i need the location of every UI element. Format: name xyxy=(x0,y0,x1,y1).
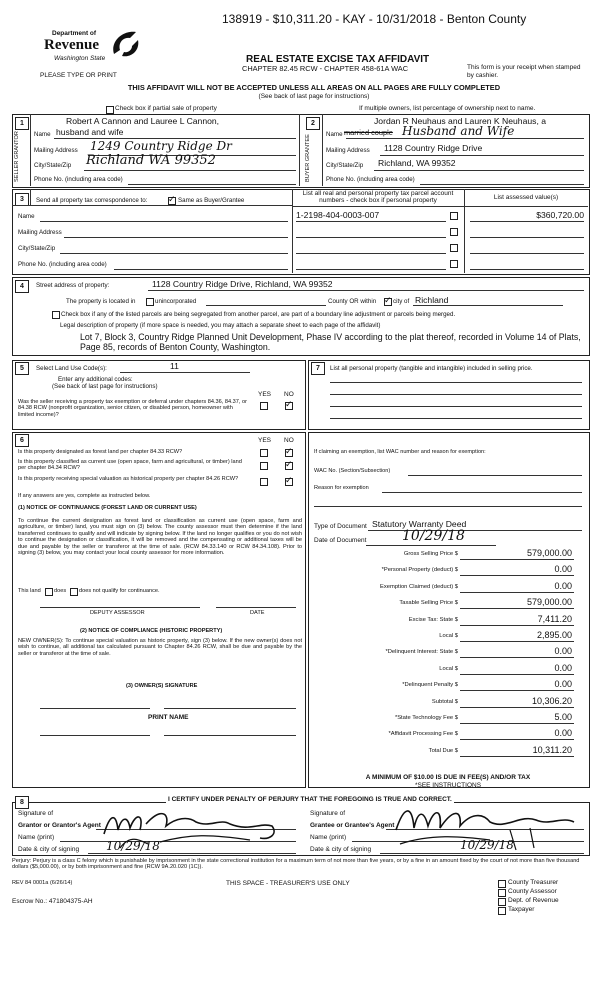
tax-row-value[interactable]: 0.00 xyxy=(554,728,572,739)
buyer-name-handwritten: Husband and Wife xyxy=(402,124,515,138)
tax-row-value[interactable]: 2,895.00 xyxy=(536,630,572,640)
seller-name-label: Name xyxy=(34,131,51,138)
tax-row-label: *Delinquent Interest: State $ xyxy=(385,649,458,656)
form-subtitle: CHAPTER 82.45 RCW - CHAPTER 458-61A WAC xyxy=(242,64,409,73)
multiple-owners-note: If multiple owners, list percentage of ownership next to name. xyxy=(359,105,536,112)
completion-warning: THIS AFFIDAVIT WILL NOT BE ACCEPTED UNLESS ALL AREAS ON ALL PAGES ARE FULLY COMPLETED xyxy=(127,83,501,92)
grantor-sig-of: Signature of xyxy=(18,810,54,817)
s6-q3-yes[interactable] xyxy=(260,478,268,486)
does-label: does xyxy=(54,588,67,594)
distribution-checkbox[interactable] xyxy=(498,907,506,915)
s6-q2-yes[interactable] xyxy=(260,462,268,470)
recording-stamp: 138919 - $10,311.20 - KAY - 10/31/2018 - Benton County xyxy=(222,12,527,26)
s5-exemption-question: Was the seller receiving a property tax exemption or deferral under chapters 84.36, 84.37, or 84.38 RCW (nonprofit organization, senior citizen, or disabled person, homeowner with limited income)? xyxy=(18,399,247,418)
buyer-phone-label: Phone No. (including area code) xyxy=(326,176,415,183)
assessed-header: List assessed value(s) xyxy=(493,194,559,201)
treasurer-use-label: THIS SPACE - TREASURER'S USE ONLY xyxy=(226,880,350,887)
s3-phone-label: Phone No. (including area code) xyxy=(18,261,107,268)
street-address-label: Street address of property: xyxy=(36,282,110,289)
personal-property-label: List all personal property (tangible and intangible) included in selling price. xyxy=(330,365,533,372)
tax-row-label: *Personal Property (deduct) $ xyxy=(381,567,458,574)
tax-row-value[interactable]: 7,411.20 xyxy=(537,613,572,624)
grantee-sig-of: Signature of xyxy=(310,810,346,817)
distribution-label: County Treasurer xyxy=(508,879,559,886)
doc-date-label: Date of Document xyxy=(314,537,367,544)
tax-row-label: *Delinquent Penalty $ xyxy=(402,682,458,689)
dor-logo xyxy=(40,26,150,70)
deputy-assessor-label: DEPUTY ASSESSOR xyxy=(90,610,145,616)
buyer-name-line1: Jordan R Neuhaus and Lauren K Neuhaus, a xyxy=(374,116,546,126)
minimum-due-note: A MINIMUM OF $10.00 IS DUE IN FEE(S) AND/OR TAX xyxy=(365,774,531,781)
s5-yes-checkbox[interactable] xyxy=(260,402,268,410)
doc-type-value: Statutory Warranty Deed xyxy=(372,519,467,529)
county-or-within-label: County OR within xyxy=(328,298,377,305)
section-2-number: 2 xyxy=(306,117,320,130)
instructions-note: (See back of last page for instructions) xyxy=(258,93,370,100)
grantee-date-label: Date & city of signing xyxy=(310,846,372,853)
tax-row-label: Local $ xyxy=(439,665,458,672)
grantor-date-value: 10/29/18 xyxy=(106,839,160,853)
same-as-buyer-label: Same as Buyer/Grantee xyxy=(178,197,245,204)
parcel-1-personal-checkbox[interactable] xyxy=(450,212,458,220)
unincorporated-label: unincorporated xyxy=(155,298,197,305)
parcel-number[interactable]: 1-2198-404-0003-007 xyxy=(296,210,380,220)
tax-row-label: *Affidavit Processing Fee $ xyxy=(388,731,458,738)
unincorporated-checkbox[interactable] xyxy=(146,298,154,306)
land-qualify-pre: This land xyxy=(18,588,41,594)
street-address-value: 1128 Country Ridge Drive, Richland, WA 99352 xyxy=(152,279,333,289)
tax-row-value[interactable]: 0.00 xyxy=(554,679,572,690)
grantor-name-label: Name (print) xyxy=(18,834,55,841)
grantee-name-label: Name (print) xyxy=(310,834,347,841)
tax-row-label: Exemption Claimed (deduct) $ xyxy=(380,583,458,590)
distribution-checkbox[interactable] xyxy=(498,898,506,906)
partial-sale-checkbox[interactable] xyxy=(106,106,114,114)
send-correspondence-label: Send all property tax correspondence to: xyxy=(36,197,148,204)
distribution-label: County Assessor xyxy=(508,888,557,895)
tax-row-value[interactable]: 10,306.20 xyxy=(531,695,572,706)
grantor-agent-label: Grantor or Grantor's Agent xyxy=(18,822,101,829)
tax-row-value[interactable]: 10,311.20 xyxy=(532,744,572,755)
owner-signature-label: (3) OWNER(S) SIGNATURE xyxy=(126,683,198,689)
distribution-checkbox[interactable] xyxy=(498,880,506,888)
boundary-checkbox[interactable] xyxy=(52,311,60,319)
city-value: Richland xyxy=(415,295,449,305)
buyer-side-label: BUYER GRANTEE xyxy=(305,134,311,182)
section-5-number: 5 xyxy=(15,362,29,375)
seller-mailing-value: 1249 Country Ridge Dr xyxy=(90,139,232,153)
legal-description-value: Lot 7, Block 3, Country Ridge Planned Unit Development, Phase IV according to the plat thereof, recorded in Volume 14 of Plats, Page 85, records of Benton County, Washington. xyxy=(80,332,581,353)
s6-q1-yes[interactable] xyxy=(260,449,268,457)
section-8-number: 8 xyxy=(15,796,29,809)
city-of-checkbox[interactable]: ✓ xyxy=(384,295,392,305)
buyer-city-value: Richland, WA 99352 xyxy=(378,158,456,168)
s5-no-checkbox[interactable]: ✓ xyxy=(285,399,293,409)
grantor-date-label: Date & city of signing xyxy=(18,846,80,853)
tax-row-label: Subtotal $ xyxy=(431,698,458,705)
s6-no-header: NO xyxy=(284,437,294,444)
certify-statement: I CERTIFY UNDER PENALTY OF PERJURY THAT THE FOREGOING IS TRUE AND CORRECT. xyxy=(168,796,452,803)
seller-name-line1: Robert A Cannon and Lauree L Cannon, xyxy=(66,116,220,126)
does-checkbox[interactable] xyxy=(45,588,53,596)
s6-q1: Is this property designated as forest land per chapter 84.33 RCW? xyxy=(18,449,183,455)
escrow-number: Escrow No.: 471804375-AH xyxy=(12,898,93,905)
section-7-number: 7 xyxy=(311,362,325,375)
seller-city-label: City/State/Zip xyxy=(34,162,72,169)
same-as-buyer-checkbox[interactable]: ✓ xyxy=(168,194,176,204)
section-4-number: 4 xyxy=(15,280,29,293)
s5-no-header: NO xyxy=(284,391,294,398)
grantee-agent-label: Grantee or Grantee's Agent xyxy=(310,822,395,829)
buyer-city-label: City/State/Zip xyxy=(326,162,364,169)
s3-mailing-label: Mailing Address xyxy=(18,229,62,236)
seller-phone-label: Phone No. (including area code) xyxy=(34,176,123,183)
doc-date-value: 10/29/18 xyxy=(402,528,465,544)
city-of-label: city of xyxy=(393,298,410,305)
s6-q2-no[interactable]: ✓ xyxy=(285,459,293,469)
tax-row-label: Gross Selling Price $ xyxy=(403,551,458,557)
perjury-note: Perjury: Perjury is a class C felony which is punishable by imprisonment in the state correctional institution for a maximum term of not more than five years, or by a fine in an amount fixed by the court of not more than five thousand dollars ($5,000.00), or by both imprisonment and fine (RCW 9A.20.020 (1C)). xyxy=(12,858,580,871)
tax-row-value[interactable]: 0.00 xyxy=(554,646,572,657)
print-name-label: PRINT NAME xyxy=(148,714,189,721)
seller-mailing-label: Mailing Address xyxy=(34,147,78,154)
s5-yes-header: YES xyxy=(258,391,272,398)
tax-row-label: *State Technology Fee $ xyxy=(394,715,458,721)
located-in-label: The property is located in xyxy=(66,298,136,305)
parcel-3-personal-checkbox[interactable] xyxy=(450,244,458,252)
form-revision: REV 84 0001a (6/26/14) xyxy=(12,880,73,886)
additional-codes-label: Enter any additional codes: xyxy=(58,376,133,383)
notice-continuance-body: To continue the current designation as forest land or classification as current use (open space, farm and agriculture, or timber) land, you must sign on (3) below. The county assessor must then determine if the land transferred continues to qualify and will indicate by signing below. If the land no longer qualifies or you do not wish to continue the designation or classification, it will be removed and the compensating or additional taxes will be due and payable by the seller or transferor at the time of sale. (RCW 84.33.140 or RCW 84.34.108). Prior to signing (3) below, you may contact your local county assessor for more information. xyxy=(18,518,302,557)
buyer-name-label: Name xyxy=(326,131,343,138)
logo-dept-text: Department of xyxy=(52,30,97,37)
exemption-claim-label: If claiming an exemption, list WAC number and reason for exemption: xyxy=(314,449,486,455)
tax-row-value[interactable]: 579,000.00 xyxy=(526,597,572,608)
tax-row-value[interactable]: 0.00 xyxy=(554,662,572,673)
s3-city-label: City/State/Zip xyxy=(18,245,56,252)
buyer-mailing-value: 1128 Country Ridge Drive xyxy=(384,143,483,153)
section-1-number: 1 xyxy=(15,117,29,130)
assessed-value[interactable]: $360,720.00 xyxy=(536,210,584,220)
receipt-note: This form is your receipt when stamped by cashier. xyxy=(467,64,581,79)
doc-type-label: Type of Document xyxy=(314,523,367,530)
wac-label: WAC No. (Section/Subsection) xyxy=(314,468,391,474)
logo-state-text: Washington State xyxy=(54,55,106,62)
notice-compliance-title: (2) NOTICE OF COMPLIANCE (HISTORIC PROPERTY) xyxy=(80,628,223,634)
parcel-header: List all real and personal property tax parcel account numbers - check box if personal property xyxy=(302,190,454,205)
deputy-date-label: DATE xyxy=(250,610,265,616)
grantee-date-value: 10/29/18 xyxy=(460,838,514,852)
form-title: REAL ESTATE EXCISE TAX AFFIDAVIT xyxy=(246,54,430,65)
distribution-checkbox[interactable] xyxy=(498,889,506,897)
does-not-checkbox[interactable] xyxy=(70,588,78,596)
legal-description-label: Legal description of property (if more space is needed, you may attach a separate sheet to each page of the affidavit) xyxy=(60,322,381,329)
notice-compliance-body: NEW OWNER(S): To continue special valuation as historic property, sign (3) below. If the new owner(s) does not wish to continue, all additional tax calculated pursuant to Chapter 84.26 RCW, shall be due and payable by the seller or transferor at the time of sale. xyxy=(18,638,302,657)
s3-name-label: Name xyxy=(18,213,35,220)
tax-row-value[interactable]: 0.00 xyxy=(554,564,572,575)
tax-row-label: Total Due $ xyxy=(428,747,458,754)
logo-revenue-text: Revenue xyxy=(44,37,99,53)
distribution-label: Dept. of Revenue xyxy=(508,897,559,904)
buyer-struck-text: married couple xyxy=(344,128,393,137)
please-type-note: PLEASE TYPE OR PRINT xyxy=(40,72,117,79)
dor-swoosh-icon xyxy=(108,28,142,60)
tax-row-value[interactable]: 579,000.00 xyxy=(526,548,572,558)
tax-row-label: Excise Tax: State $ xyxy=(408,616,458,623)
s5-see-back: (See back of last page for instructions) xyxy=(52,383,158,390)
s6-q3: Is this property receiving special valuation as historical property per chapter 84.26 RCW? xyxy=(18,476,239,482)
seller-city-value: Richland WA 99352 xyxy=(86,153,216,168)
notice-continuance-title: (1) NOTICE OF CONTINUANCE (FOREST LAND OR CURRENT USE) xyxy=(18,505,197,511)
tax-row-label: Local $ xyxy=(439,633,458,639)
see-instructions-note: *SEE INSTRUCTIONS xyxy=(414,782,482,789)
seller-name-line2: husband and wife xyxy=(56,127,124,137)
tax-row-value[interactable]: 0.00 xyxy=(554,580,572,591)
partial-sale-label: Check box if partial sale of property xyxy=(115,105,217,112)
distribution-label: Taxpayer xyxy=(508,906,535,913)
tax-row-value[interactable]: 5.00 xyxy=(554,712,572,722)
parcel-2-personal-checkbox[interactable] xyxy=(450,228,458,236)
seller-side-label: SELLER GRANTOR xyxy=(14,131,20,182)
s6-if-yes: If any answers are yes, complete as instructed below. xyxy=(18,493,151,499)
section-3-number: 3 xyxy=(15,193,29,206)
buyer-mailing-label: Mailing Address xyxy=(326,147,370,154)
land-use-value: 11 xyxy=(170,361,179,371)
reason-label: Reason for exemption xyxy=(314,485,369,491)
s6-yes-header: YES xyxy=(258,437,272,444)
s6-q3-no[interactable]: ✓ xyxy=(285,475,293,485)
s6-q1-no[interactable]: ✓ xyxy=(285,446,293,456)
s6-q2: Is this property classified as current use (open space, farm and agricultural, or timber) land per chapter 84.34 RCW? xyxy=(18,459,242,472)
parcel-4-personal-checkbox[interactable] xyxy=(450,260,458,268)
land-use-label: Select Land Use Code(s): xyxy=(36,365,107,372)
section-6-number: 6 xyxy=(15,434,29,447)
tax-row-label: Taxable Selling Price $ xyxy=(399,600,458,607)
boundary-label: Check box if any of the listed parcels are being segregated from another parcel, are part of a boundary line adjustment or parcels being merged. xyxy=(61,311,456,318)
does-not-label: does not qualify for continuance. xyxy=(79,588,160,594)
